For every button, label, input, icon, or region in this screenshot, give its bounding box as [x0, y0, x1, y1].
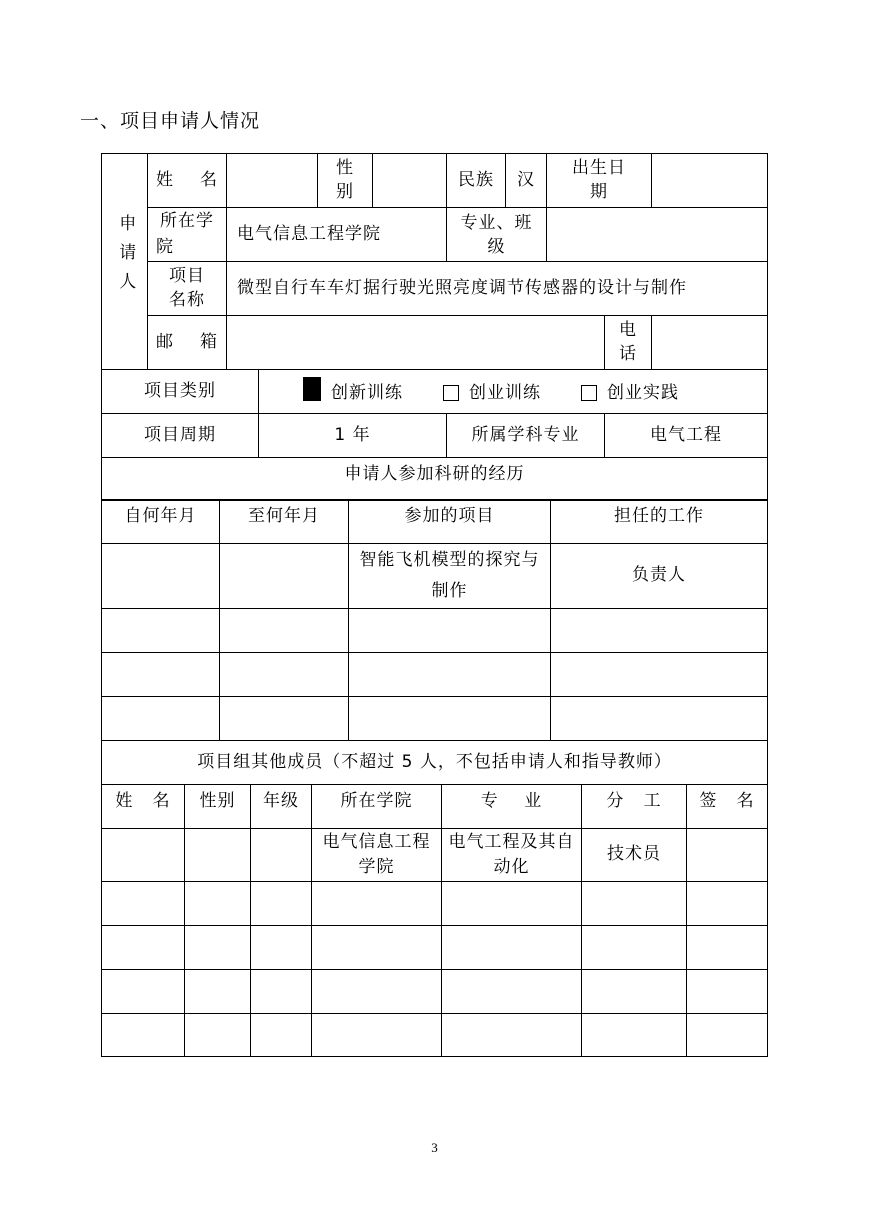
members-header-gender: 性别	[185, 785, 251, 829]
table-row	[102, 1014, 768, 1057]
birth-value	[652, 154, 768, 208]
gender-label: 性别	[318, 154, 373, 208]
table-row	[102, 609, 768, 653]
discipline-label: 所属学科专业	[447, 414, 605, 458]
research-header-role: 担任的工作	[551, 500, 768, 544]
table-row	[102, 882, 768, 926]
college-label: 所在学院	[148, 208, 227, 262]
ethnicity-label: 民族	[447, 154, 506, 208]
research-header-to: 至何年月	[220, 500, 349, 544]
category-option-entrepreneurship-training[interactable]: 创业训练	[443, 381, 541, 407]
college-value: 电气信息工程学院	[227, 208, 447, 262]
category-label: 项目类别	[102, 370, 259, 414]
members-header-major: 专 业	[442, 785, 582, 829]
members-header-grade: 年级	[251, 785, 312, 829]
unchecked-box-icon	[581, 385, 597, 401]
members-header-college: 所在学院	[312, 785, 442, 829]
category-options	[259, 370, 768, 414]
name-value	[227, 154, 318, 208]
period-value: 1 年	[259, 414, 447, 458]
gender-value	[373, 154, 447, 208]
phone-label: 电话	[605, 316, 652, 370]
section-heading: 一、项目申请人情况	[80, 110, 261, 132]
table-row	[102, 653, 768, 697]
table-row: 电气信息工程学院 电气工程及其自动化 技术员	[102, 829, 768, 882]
research-title: 申请人参加科研的经历	[102, 458, 768, 501]
ethnicity-value: 汉	[506, 154, 547, 208]
table-row	[102, 697, 768, 741]
applicant-table	[101, 153, 768, 501]
members-title: 项目组其他成员（不超过 5 人，不包括申请人和指导教师）	[102, 741, 768, 785]
email-value	[227, 316, 605, 370]
table-row	[102, 926, 768, 970]
email-label: 邮箱	[148, 316, 227, 370]
category-option-entrepreneurship-practice[interactable]: 创业实践	[581, 381, 679, 407]
table-row: 智能飞机模型的探究与制作 负责人	[102, 544, 768, 609]
unchecked-box-icon	[443, 385, 459, 401]
research-table	[101, 499, 768, 741]
project-name-value: 微型自行车车灯据行驶光照亮度调节传感器的设计与制作	[227, 262, 768, 316]
members-header-duty: 分 工	[582, 785, 687, 829]
members-header-signature: 签 名	[687, 785, 768, 829]
major-label: 专业、班级	[447, 208, 547, 262]
discipline-value: 电气工程	[605, 414, 768, 458]
birth-label: 出生日期	[547, 154, 652, 208]
table-row	[102, 970, 768, 1014]
applicant-side-label: 申请人	[102, 154, 148, 370]
research-header-from: 自何年月	[102, 500, 220, 544]
category-option-innovation[interactable]: 创新训练	[303, 377, 403, 407]
phone-value	[652, 316, 768, 370]
project-name-label: 项目名称	[148, 262, 227, 316]
major-value	[547, 208, 768, 262]
period-label: 项目周期	[102, 414, 259, 458]
members-table	[101, 740, 768, 1057]
page-number: 3	[431, 1140, 438, 1155]
members-header-name: 姓 名	[102, 785, 185, 829]
name-label: 姓 名	[148, 154, 227, 208]
checked-box-icon	[303, 377, 321, 401]
research-header-project: 参加的项目	[349, 500, 551, 544]
